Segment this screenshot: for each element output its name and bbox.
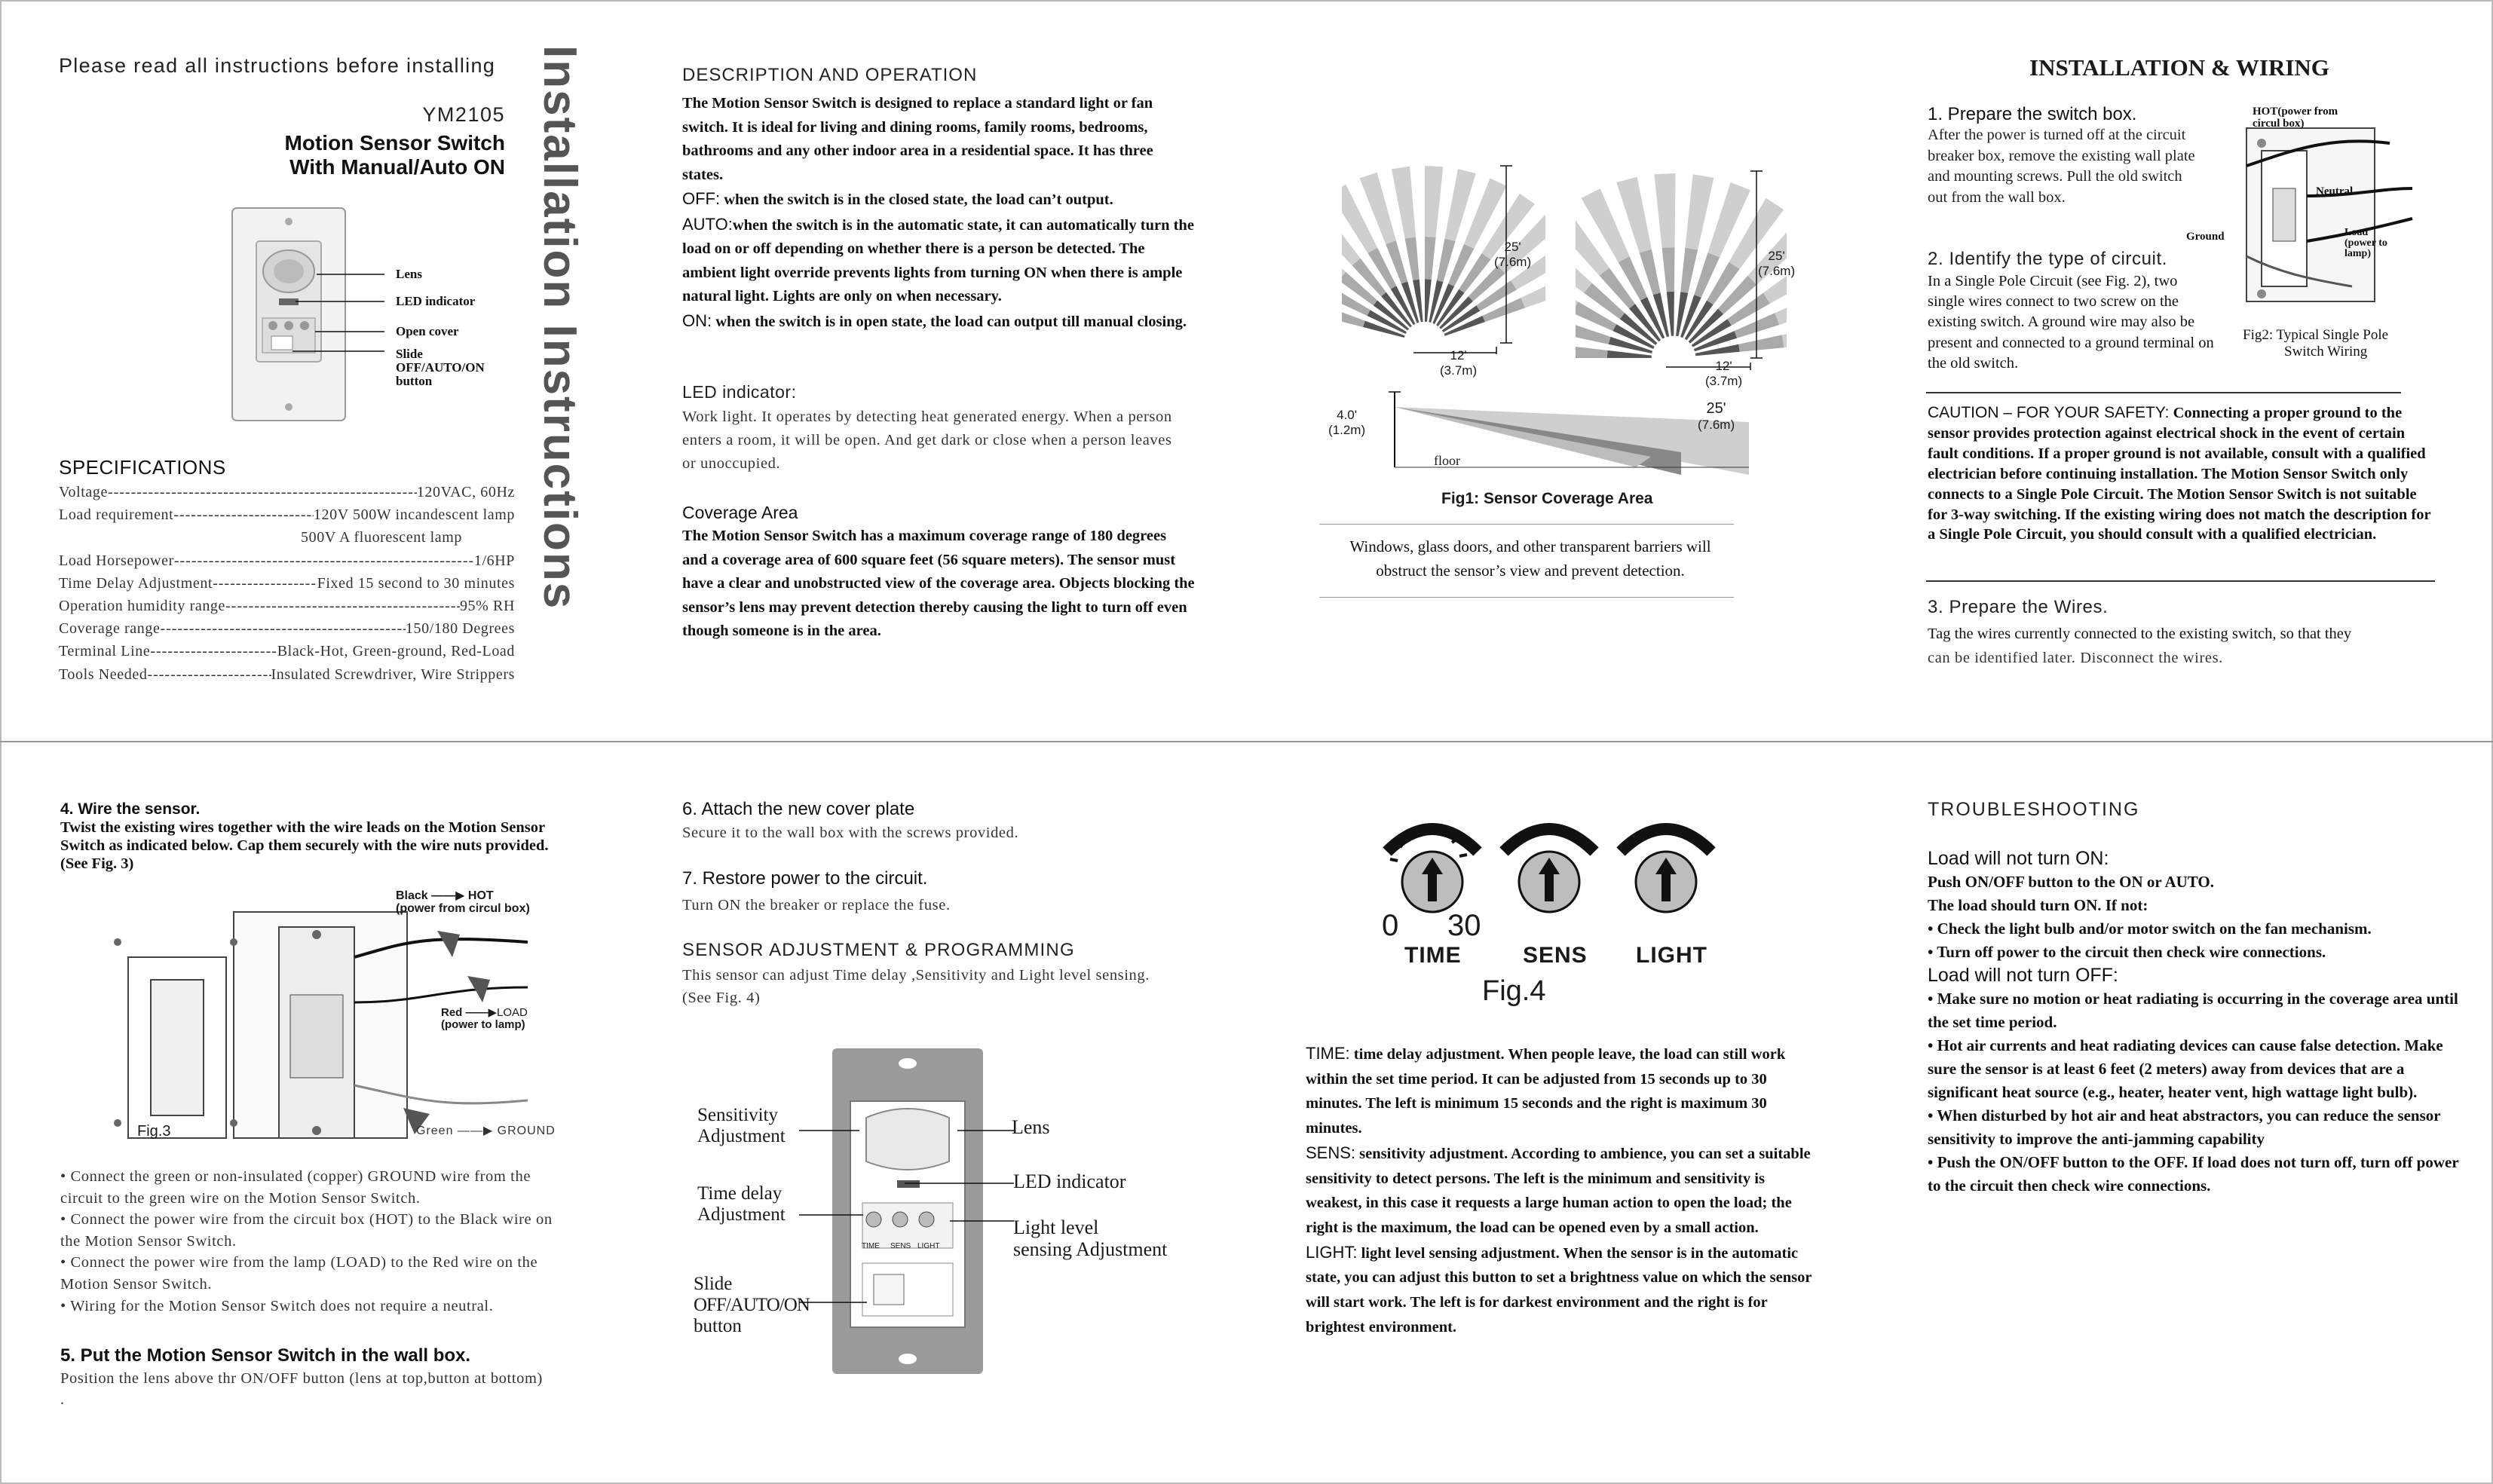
caution-rule-top — [1926, 392, 2401, 393]
label-light-level — [1013, 1216, 1167, 1260]
step6-text: Secure it to the wall box with the screws provided. — [682, 825, 1019, 841]
fig4-knobs — [1380, 814, 1726, 935]
trouble-on-line: • Check the light bulb and/or motor switch on the fan mechanism. — [1928, 919, 2372, 938]
specs-title: SPECIFICATIONS — [59, 456, 226, 479]
trouble-body — [1928, 847, 2463, 1198]
label-slide-button — [694, 1274, 810, 1337]
state-on: ON: when the switch is in open state, the load can output till manual closing. — [682, 311, 1187, 330]
trouble-off-line: • Push the ON/OFF button to the OFF. If load does not turn off, turn off power to the circuit then check wire connections. — [1928, 1153, 2459, 1195]
fig4-min: 0 — [1382, 909, 1399, 942]
fan2-width-ft: 12' — [1715, 359, 1732, 373]
label-sensitivity-1: Sensitivity — [697, 1105, 778, 1125]
fig3-black: Black — [396, 889, 428, 902]
fan2-height-ft: 25' — [1768, 249, 1785, 263]
step5-title: 5. Put the Motion Sensor Switch in the wall box. — [60, 1345, 471, 1366]
spec-row: Terminal Line ----- Black-Hot, Green-ground, Red-Load — [59, 640, 515, 662]
label-sensitivity — [697, 1105, 786, 1147]
vertical-title: Installation Instructions — [534, 45, 586, 610]
description-intro: The Motion Sensor Switch is designed to replace a standard light or fan switch. It is ideal for living and dining rooms, family rooms, bedrooms, bathrooms and any other indoor area in a residential space. It has three states. — [682, 95, 1153, 183]
description-body — [682, 92, 1195, 334]
fan2-height — [1758, 249, 1795, 279]
label-slide — [396, 347, 485, 388]
step2-title: 2. Identify the type of circuit. — [1928, 249, 2168, 269]
label-lens: Lens — [396, 267, 422, 281]
label-slide-btn-1: Slide — [694, 1274, 733, 1294]
product-title-1: Motion Sensor Switch — [284, 131, 505, 155]
fig4-text — [1306, 1042, 1818, 1339]
spec-row: Voltage ----- 120VAC, 60Hz — [59, 481, 515, 503]
fan-ray-segment — [1662, 247, 1675, 292]
step3-title: 3. Prepare the Wires. — [1928, 597, 2109, 617]
caution-text: CAUTION – FOR YOUR SAFETY: Connecting a proper ground to the sensor provides protection against electrical shock in the event of certain fault conditions. If a proper ground is not available, consult with a qualified electrician before continuing installation. The Motion Sensor Switch only connects to a Single Pole Circuit. The Motion Sensor Switch is not suitable for 3-way switching. If the existing wiring does not match the description for a Single Pole Circuit, you should consult with a qualified electrician. — [1928, 404, 2431, 543]
step1-text: After the power is turned off at the circuit breaker box, remove the existing wall plate and mounting screws. Pull the old switch out from the wall box. — [1928, 127, 2195, 206]
label-time-1: Time delay — [697, 1183, 783, 1204]
spec-row: Load Horsepower ----- 1/6HP — [59, 549, 515, 572]
fig3-ground: GROUND — [497, 1124, 556, 1137]
read-first-note: Please read all instructions before installing — [59, 54, 496, 77]
closeup-knob-time: TIME — [862, 1242, 880, 1250]
spec-row: 500V A fluorescent lamp — [301, 529, 462, 546]
fan-ray-segment — [1680, 248, 1698, 293]
side-height-m: (1.2m) — [1328, 423, 1366, 437]
label-slide-btn-2: OFF/AUTO/ON — [694, 1295, 810, 1315]
side-height — [1328, 408, 1365, 438]
fig4-light-desc: LIGHT: light level sensing adjustment. When the sensor is in the automatic state, you can adjust this button to set a brightness value on which the sensor will start work. The left is for darkest environment and the right is for brightest environment. — [1306, 1242, 1812, 1336]
fan-ray-segment — [1738, 335, 1784, 351]
coverage-side-view — [1334, 384, 1756, 475]
fig1-caption: Fig1: Sensor Coverage Area — [1441, 490, 1653, 507]
fig4-sens: SENS — [1523, 943, 1588, 968]
fan-ray-segment — [1576, 345, 1607, 358]
fig4-sens-desc: SENS: sensitivity adjustment. According to ambience, you can set a suitable sensitivity to detect persons. The left is the minimum and sensitivity is weakest, in this case it requests a large human action to open the load; the right is the maximum, the load can be opened even by a small action. — [1306, 1143, 1811, 1236]
spec-row: Load requirement ----- 120V 500W incandescent lamp — [59, 503, 515, 526]
fan1-height-m: (7.6m) — [1494, 255, 1532, 269]
label-light-2: sensing Adjustment — [1013, 1238, 1168, 1260]
fig2-caption — [2243, 327, 2388, 360]
fig4-time-desc: TIME: time delay adjustment. When people leave, the load can still work within the set time period. It can be adjusted from 15 seconds up to 30 minutes. The left is minimum 15 seconds and the right is maximum 30 minutes. — [1306, 1044, 1786, 1137]
state-auto: AUTO:when the switch is in the automatic state, it can automatically turn the load on or off depending on whether there is a person be detected. The ambient light override prevents lights from turning ON when there is ample natural light. Lights are only on when necessary. — [682, 214, 1194, 304]
specs-list — [59, 481, 515, 686]
step6-title: 6. Attach the new cover plate — [682, 799, 915, 819]
fan1-width-m: (3.7m) — [1440, 363, 1478, 378]
wire-bullet: • Connect the green or non-insulated (copper) GROUND wire from the circuit to the green wire on the Motion Sensor Switch. — [60, 1168, 531, 1207]
fig3-green: Green — [416, 1124, 454, 1137]
coverage-text: The Motion Sensor Switch has a maximum coverage range of 180 degrees and a coverage area of 600 square feet (56 square meters). The sensor must have a clear and unobstructed view of the coverage area. Objects blocking the sensor’s lens may prevent detection thereby causing the light to turn off even though someone is in the area. — [682, 528, 1195, 639]
spec-row: Tools Needed ----- Insulated Screwdriver, Wire Strippers — [59, 663, 515, 686]
trouble-on-title: Load will not turn ON: — [1928, 848, 2109, 869]
fan1-width — [1440, 348, 1477, 378]
fig3-red-label: Red ——▶LOAD (power to lamp) — [441, 1006, 528, 1031]
fan1-height — [1494, 240, 1531, 270]
wire-bullet: • Connect the power wire from the circuit box (HOT) to the Black wire on the Motion Sensor Switch. — [60, 1211, 553, 1250]
fig3-caption: Fig.3 — [137, 1123, 171, 1140]
step3-text-1: Tag the wires currently connected to the existing switch, so that they — [1928, 626, 2352, 642]
step1-title: 1. Prepare the switch box. — [1928, 104, 2137, 124]
closeup-leader-lines — [799, 1108, 1018, 1319]
fig4-light: LIGHT — [1636, 943, 1707, 968]
fan2-height-m: (7.6m) — [1758, 264, 1796, 278]
label-time-2: Adjustment — [697, 1204, 786, 1225]
trouble-off-line: • Hot air currents and heat radiating devices can cause false detection. Make sure the sensor is at least 6 feet (2 meters) away from devices that are a significant heat source (e.g., heater, heater vent, high wattage light bulb). — [1928, 1036, 2443, 1101]
fig2-caption-2: Switch Wiring — [2284, 344, 2368, 360]
fan1-width-ft: 12' — [1450, 348, 1467, 363]
step4-title: 4. Wire the sensor. — [60, 800, 201, 818]
adjust-title: SENSOR ADJUSTMENT & PROGRAMMING — [682, 940, 1075, 960]
trouble-on-line: The load should turn ON. If not: — [1928, 896, 2148, 914]
trouble-on-line: Push ON/OFF button to the ON or AUTO. — [1928, 873, 2214, 891]
step5-text: Position the lens above thr ON/OFF button (lens at top,button at bottom) . — [60, 1370, 543, 1408]
wire-bullet: • Wiring for the Motion Sensor Switch does not require a neutral. — [60, 1297, 494, 1314]
led-text: Work light. It operates by detecting heat generated energy. When a person enters a room, it will be open. And get dark or close when a person leaves or unoccupied. — [682, 408, 1172, 472]
fig2-caption-1: Fig2: Typical Single Pole — [2243, 327, 2389, 343]
fan-ray-segment — [1392, 167, 1416, 239]
trouble-on-line: • Turn off power to the circuit then check wire connections. — [1928, 943, 2326, 961]
fig3-hot-sub: (power from circul box) — [396, 902, 530, 915]
wire-bullet: • Connect the power wire from the lamp (LOAD) to the Red wire on the Motion Sensor Switch. — [60, 1254, 538, 1293]
fig3-hot: HOT — [467, 889, 494, 902]
side-distance-ft: 25' — [1706, 400, 1726, 417]
fig2-wiring — [2201, 106, 2427, 324]
step2-text: In a Single Pole Circuit (see Fig. 2), two single wires connect to two screw on the existing switch. A ground wire may also be present and connected to a ground terminal on the old switch. — [1928, 273, 2214, 372]
floor-label: floor — [1434, 453, 1460, 468]
product-title-2: With Manual/Auto ON — [289, 155, 505, 179]
fig1-rule-bottom — [1319, 597, 1734, 598]
label-closeup-led: LED indicator — [1013, 1170, 1126, 1192]
spec-row: Coverage range ----- 150/180 Degrees — [59, 617, 515, 640]
side-height-ft: 4.0' — [1337, 408, 1357, 422]
switch-illustration — [226, 203, 543, 430]
label-time-delay — [697, 1183, 786, 1225]
adjust-text: This sensor can adjust Time delay ,Sensitivity and Light level sensing. (See Fig. 4) — [682, 967, 1150, 1006]
state-off: OFF: when the switch is in the closed state, the load can’t output. — [682, 189, 1113, 208]
label-open-cover: Open cover — [396, 324, 459, 338]
fan-ray-segment — [1654, 173, 1675, 248]
side-distance-m: (7.6m) — [1698, 418, 1735, 432]
spec-row: Time Delay Adjustment ----- Fixed 15 second to 30 minutes — [59, 572, 515, 595]
fan-ray-segment — [1405, 237, 1420, 280]
closeup-knob-sens: SENS — [890, 1242, 911, 1250]
fan-ray-segment — [1425, 237, 1436, 280]
trouble-off-line: • When disturbed by hot air and heat abstractors, you can reduce the sensor sensitivity to improve the anti-jamming capability — [1928, 1106, 2441, 1148]
label-slide-btn-3: button — [694, 1316, 742, 1336]
fold-line-horizontal — [0, 741, 2493, 742]
label-slide-3: button — [396, 374, 433, 388]
install-title: INSTALLATION & WIRING — [2029, 54, 2329, 81]
fig4-caption: Fig.4 — [1482, 975, 1546, 1007]
model-number: YM2105 — [422, 103, 505, 126]
fan2-width-m: (3.7m) — [1705, 374, 1743, 388]
fig2-ground-label: Ground — [2186, 231, 2225, 243]
wire-bullets — [60, 1166, 565, 1317]
fig3-green-label: Green ——▶ GROUND — [416, 1124, 556, 1137]
fan-ray-segment — [1425, 166, 1443, 237]
fig2-load-label: Load (power to lamp) — [2344, 227, 2387, 259]
coverage-fan-2 — [1576, 155, 1787, 373]
closeup-knob-light: LIGHT — [917, 1242, 940, 1250]
fig1-rule-top — [1319, 524, 1734, 525]
fig3-black-label: Black ——▶ HOT (power from circul box) — [396, 889, 530, 915]
step7-title: 7. Restore power to the circuit. — [682, 868, 928, 889]
fan-ray-segment — [1685, 174, 1714, 249]
step7-text: Turn ON the breaker or replace the fuse. — [682, 897, 951, 913]
led-title: LED indicator: — [682, 382, 797, 402]
step4-text: Twist the existing wires together with the wire leads on the Motion Sensor Switch as indicated below. Cap them securely with the wire nuts provided. (See Fig. 3) — [60, 819, 549, 872]
fig4-time: TIME — [1404, 943, 1462, 968]
label-sensitivity-2: Adjustment — [697, 1126, 786, 1146]
step3-text-2: can be identified later. Disconnect the wires. — [1928, 650, 2223, 666]
label-light-1: Light level — [1013, 1216, 1099, 1238]
label-led: LED indicator — [396, 294, 476, 308]
trouble-off-title: Load will not turn OFF: — [1928, 965, 2118, 986]
fig1-note: Windows, glass doors, and other transparent barriers will obstruct the sensor’s view and prevent detection. — [1349, 537, 1711, 580]
fig3-load: LOAD — [497, 1006, 528, 1019]
fig2-hot-label: HOT(power from circul box) — [2253, 106, 2338, 130]
fig2-neutral-label: Neutral — [2316, 185, 2354, 197]
caution-rule-bottom — [1926, 580, 2435, 582]
label-slide-1: Slide — [396, 347, 423, 361]
fig3-load-sub: (power to lamp) — [441, 1018, 525, 1031]
trouble-title: TROUBLESHOOTING — [1928, 799, 2140, 820]
coverage-title: Coverage Area — [682, 503, 798, 522]
trouble-off-line: • Make sure no motion or heat radiating is occurring in the coverage area until the set time period. — [1928, 990, 2458, 1031]
spec-row: Operation humidity range ----- 95% RH — [59, 595, 515, 617]
fan1-height-ft: 25' — [1504, 240, 1521, 254]
fig3-red: Red — [441, 1006, 463, 1019]
fig4-max: 30 — [1447, 909, 1481, 942]
label-closeup-lens: Lens — [1012, 1116, 1050, 1138]
side-distance — [1698, 401, 1735, 433]
fan-rays — [1576, 173, 1787, 358]
description-title: DESCRIPTION AND OPERATION — [682, 65, 978, 85]
label-slide-2: OFF/AUTO/ON — [396, 360, 485, 375]
